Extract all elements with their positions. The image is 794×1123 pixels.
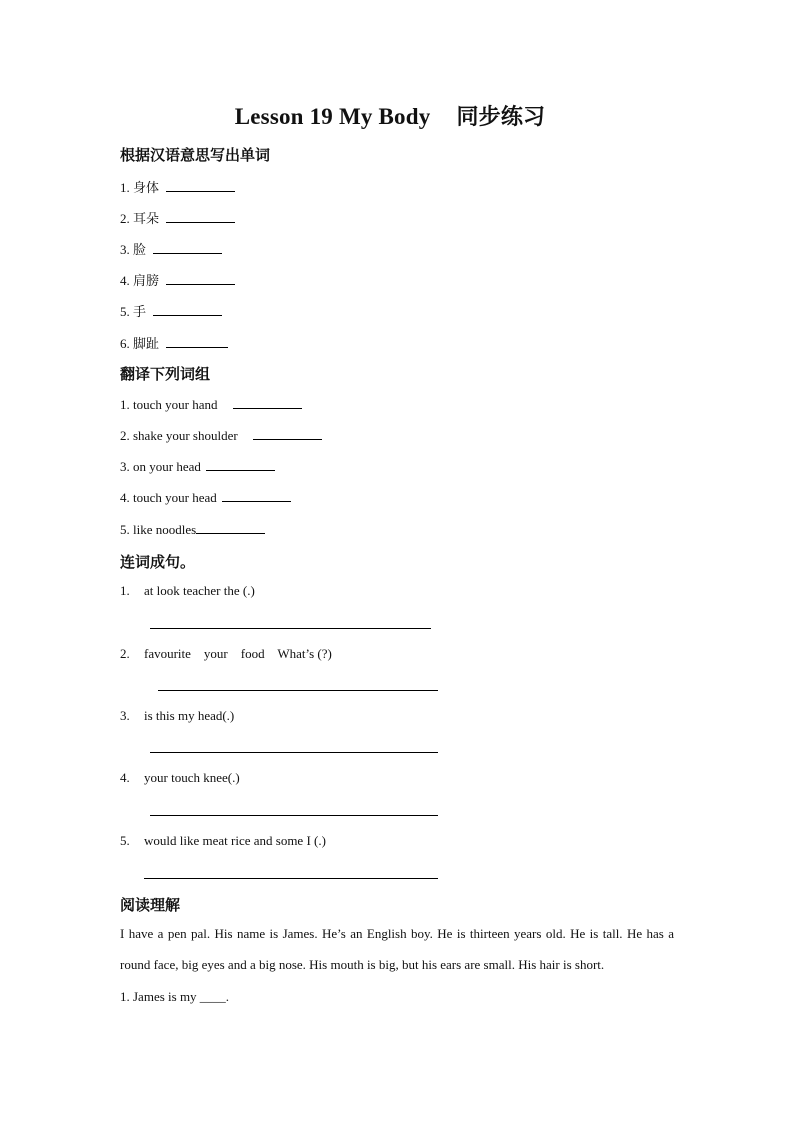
answer-blank[interactable] bbox=[166, 335, 228, 348]
item-number: 2. bbox=[120, 211, 130, 226]
section2-item-1 bbox=[120, 396, 302, 413]
title-english: Lesson 19 My Body bbox=[234, 104, 431, 129]
answer-line[interactable] bbox=[144, 878, 438, 879]
section1-item-6 bbox=[120, 333, 228, 352]
answer-blank[interactable] bbox=[196, 521, 265, 534]
item-number: 1. bbox=[120, 583, 130, 598]
item-text: 身体 bbox=[133, 181, 160, 196]
section1-item-1 bbox=[120, 177, 235, 196]
item-number: 3. bbox=[120, 242, 130, 257]
section1-item-2 bbox=[120, 208, 235, 227]
section1-item-5 bbox=[120, 301, 222, 320]
answer-line[interactable] bbox=[150, 815, 438, 816]
answer-blank[interactable] bbox=[206, 458, 275, 471]
item-number: 4. bbox=[120, 770, 130, 785]
item-text: 手 bbox=[133, 305, 147, 320]
section4-heading: 阅读理解 bbox=[120, 896, 181, 914]
answer-blank[interactable] bbox=[233, 396, 302, 409]
title-chinese: 同步练习 bbox=[456, 105, 546, 130]
answer-blank[interactable] bbox=[166, 210, 235, 223]
item-number: 5. bbox=[120, 304, 130, 319]
section2-item-5 bbox=[120, 521, 265, 538]
section1-heading: 根据汉语意思写出单词 bbox=[120, 146, 271, 164]
item-text: 4. touch your head bbox=[120, 490, 217, 505]
answer-blank[interactable] bbox=[222, 489, 291, 502]
item-text: 肩膀 bbox=[133, 274, 160, 289]
item-text: 3. on your head bbox=[120, 459, 201, 474]
item-text: is this my head(.) bbox=[144, 708, 235, 723]
answer-line[interactable] bbox=[158, 690, 438, 691]
section2-item-2 bbox=[120, 427, 322, 444]
section3-heading: 连词成句。 bbox=[120, 553, 196, 571]
section2-item-4 bbox=[120, 489, 291, 506]
item-number: 2. bbox=[120, 646, 130, 661]
section3-item-4 bbox=[120, 770, 240, 786]
item-number: 4. bbox=[120, 273, 130, 288]
answer-blank[interactable] bbox=[253, 427, 322, 440]
section1-item-4 bbox=[120, 270, 235, 289]
answer-blank[interactable] bbox=[166, 272, 235, 285]
item-text: your touch knee(.) bbox=[144, 770, 240, 785]
item-text: favourite your food What’s (?) bbox=[144, 646, 332, 661]
section3-item-5 bbox=[120, 833, 326, 849]
item-number: 3. bbox=[120, 708, 130, 723]
item-number: 5. bbox=[120, 833, 130, 848]
item-text: 耳朵 bbox=[133, 212, 160, 227]
item-text: 脚趾 bbox=[133, 337, 160, 352]
item-text: 1. touch your hand bbox=[120, 397, 218, 412]
item-text: would like meat rice and some I (.) bbox=[144, 833, 326, 848]
answer-blank[interactable] bbox=[153, 241, 222, 254]
answer-blank[interactable] bbox=[153, 303, 222, 316]
section2-heading: 翻译下列词组 bbox=[120, 365, 211, 383]
item-text: 脸 bbox=[133, 243, 147, 258]
answer-line[interactable] bbox=[150, 752, 438, 753]
answer-blank[interactable] bbox=[166, 179, 235, 192]
section3-item-3 bbox=[120, 708, 234, 724]
reading-passage: I have a pen pal. His name is James. He’s an English boy. He is thirteen years old. He is tall. He has a round face, big eyes and a big nose. His mouth is big, but his ears are small. His hair is short. bbox=[120, 926, 674, 972]
item-number: 1. bbox=[120, 180, 130, 195]
item-number: 6. bbox=[120, 336, 130, 351]
section1-item-3 bbox=[120, 239, 222, 258]
item-text: 2. shake your shoulder bbox=[120, 428, 238, 443]
reading-question-1: 1. James is my ____. bbox=[120, 989, 230, 1004]
section3-item-1 bbox=[120, 583, 255, 599]
item-text: 5. like noodles bbox=[120, 522, 197, 537]
answer-line[interactable] bbox=[150, 628, 431, 629]
item-text: at look teacher the (.) bbox=[144, 583, 255, 598]
section3-item-2 bbox=[120, 646, 332, 662]
section2-item-3 bbox=[120, 458, 275, 475]
page-title bbox=[0, 100, 780, 131]
